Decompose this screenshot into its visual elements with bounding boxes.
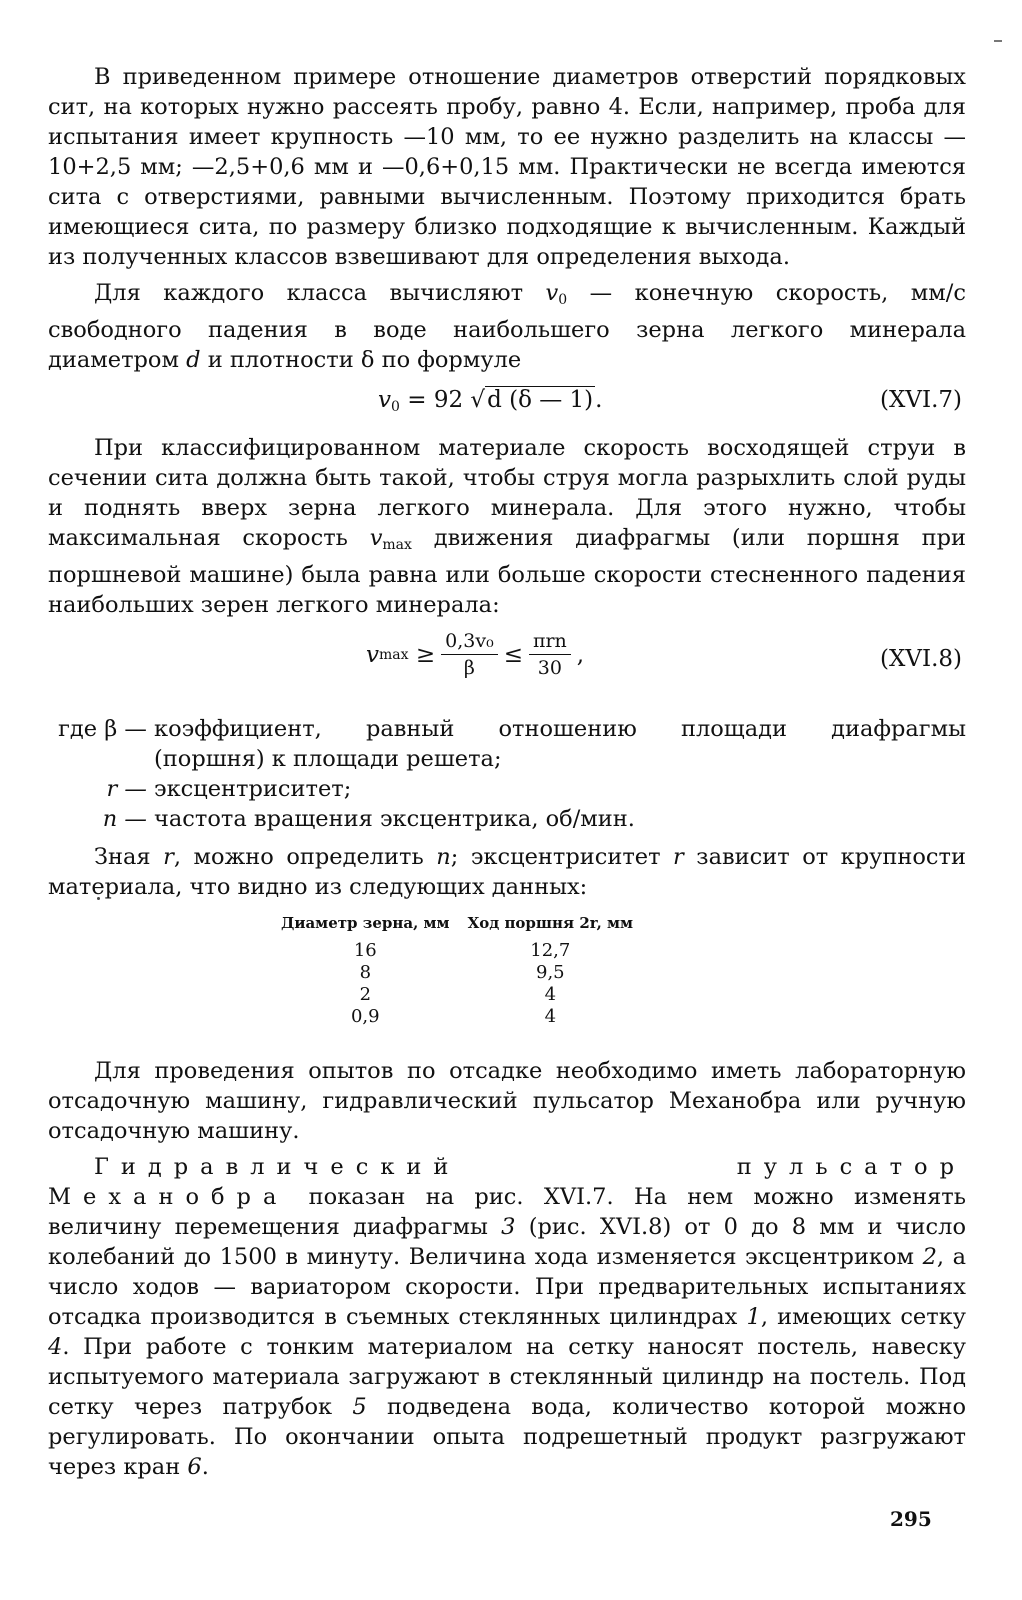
formula-xvi-8 bbox=[48, 626, 966, 706]
text: (рис. XVI.8) от 0 до 8 мм и число колебаний до 1500 в минуту. Величина хода изменяется эксцентриком bbox=[48, 1214, 966, 1270]
fraction-2 bbox=[529, 630, 571, 679]
subscript: max bbox=[382, 537, 412, 553]
text: . При работе с тонким материалом на сетку наносят постель, навеску испытуемого материала загружают в стеклянный цилиндр на постель. Под сетку через патрубок bbox=[48, 1334, 966, 1420]
formula-expression bbox=[378, 387, 602, 415]
table-row bbox=[281, 1006, 651, 1028]
symbol-v: v bbox=[369, 525, 383, 551]
table-row bbox=[281, 984, 651, 1006]
fraction-denominator: 30 bbox=[537, 657, 562, 679]
symbol-n: n bbox=[436, 844, 451, 870]
table-header-row bbox=[281, 912, 651, 940]
text: Зная bbox=[94, 844, 164, 870]
ref-3: 3 bbox=[501, 1214, 516, 1240]
text: зависит от крупности материала, что видно из следующих данных: bbox=[48, 844, 966, 900]
table-row bbox=[281, 940, 651, 962]
text: , а число ходов — вариатором скорости. При предварительных испытаниях отсадка производится в съемных стеклянных цилиндрах bbox=[48, 1244, 966, 1330]
definition-text: частота вращения эксцентрика, об/мин. bbox=[154, 806, 635, 832]
symbol-r: r bbox=[163, 844, 174, 870]
sqrt-sign: √ bbox=[470, 387, 486, 413]
table-cell: 16 bbox=[353, 940, 377, 961]
table-header: Диаметр зерна, мм bbox=[281, 914, 450, 932]
fraction-numerator: 0,3v₀ bbox=[441, 630, 498, 655]
definition-text: коэффициент, равный отношению площади диафрагмы bbox=[154, 716, 966, 742]
formula-xvi-7 bbox=[48, 381, 966, 425]
table-cell: 0,9 bbox=[350, 1006, 380, 1027]
definition-beta bbox=[48, 714, 966, 744]
fraction-1 bbox=[441, 630, 498, 679]
symbol-v: v bbox=[545, 280, 559, 306]
data-table bbox=[281, 912, 651, 1028]
table-cell: 8 bbox=[359, 962, 372, 983]
definition-symbol: n — bbox=[102, 806, 154, 832]
paragraph-2 bbox=[48, 278, 966, 375]
fraction-denominator: β bbox=[463, 657, 475, 679]
definition-continuation: (поршня) к площади решета; bbox=[154, 746, 502, 772]
formula-lhs-sub: max bbox=[379, 646, 409, 663]
text: подведена вода, количество которой можно регулировать. По окончании опыта подрешетный продукт разгружают через кран bbox=[48, 1394, 966, 1480]
text: движения диафрагмы (или поршня при поршневой машине) была равна или больше скорости стесненного падения наибольших зерен легкого минерала: bbox=[48, 525, 967, 618]
table-header: Ход поршня 2r, мм bbox=[467, 914, 634, 932]
fraction-numerator: πrn bbox=[529, 630, 571, 655]
formula-eq: = 92 bbox=[407, 387, 464, 413]
ref-2: 2 bbox=[922, 1244, 937, 1270]
paragraph-5: Для проведения опытов по отсадке необходимо иметь лабораторную отсадочную машину, гидравлический пульсатор Механобра или ручную отсадочную машину. bbox=[48, 1058, 966, 1144]
text: Для каждого класса вычисляют bbox=[94, 280, 546, 306]
formula-lhs: v bbox=[378, 387, 391, 413]
geq-sign: ≥ bbox=[415, 641, 436, 668]
ref-6: 6 bbox=[187, 1454, 202, 1480]
paragraph-3 bbox=[48, 433, 966, 620]
spaced-heading: Гидравлический пульсатор Механобра bbox=[48, 1154, 966, 1210]
table-cell: 12,7 bbox=[530, 940, 571, 961]
definition-text: эксцентриситет; bbox=[154, 776, 352, 802]
text: , имеющих сетку bbox=[760, 1304, 966, 1330]
paragraph-6 bbox=[48, 1152, 966, 1482]
text: ; эксцентриситет bbox=[450, 844, 674, 870]
definition-n bbox=[48, 804, 966, 834]
symbol-r: r bbox=[673, 844, 684, 870]
subscript: 0 bbox=[558, 292, 568, 308]
formula-tail: . bbox=[595, 387, 603, 413]
text: и плотности δ по формуле bbox=[200, 347, 522, 373]
edge-mark bbox=[994, 40, 1002, 42]
text: , можно определить bbox=[173, 844, 437, 870]
page-body bbox=[48, 62, 966, 1488]
paragraph-4 bbox=[48, 842, 966, 902]
paragraph-1: В приведенном примере отношение диаметров отверстий порядковых сит, на которых нужно рассеять пробу, равно 4. Если, например, проба для испытания имеет крупность —10 мм, то ее нужно разделить на классы —10+2,5 мм; —2,5+0,6 мм и —0,6+0,15 мм. Практически не всегда имеются сита с отверстиями, равными вычисленным. Поэтому приходится брать имеющиеся сита, по размеру близко подходящие к вычисленным. Каждый из полученных классов взвешивают для определения выхода. bbox=[48, 64, 966, 270]
ref-5: 5 bbox=[352, 1394, 367, 1420]
formula-lhs-sub: 0 bbox=[391, 399, 400, 415]
formula-number: (XVI.8) bbox=[880, 646, 962, 672]
definition-r bbox=[48, 774, 966, 804]
text: . bbox=[201, 1454, 209, 1480]
symbol-d: d bbox=[186, 347, 201, 373]
ref-4: 4 bbox=[48, 1334, 63, 1360]
page-number: 295 bbox=[890, 1507, 932, 1531]
definitions-list bbox=[48, 714, 966, 834]
table-cell: 2 bbox=[359, 984, 372, 1005]
formula-radicand: d (δ — 1) bbox=[487, 387, 594, 413]
formula-expression bbox=[366, 630, 584, 679]
text: При классифицированном материале скорость восходящей струи в сечении сита должна быть такой, чтобы струя могла разрыхлить слой руды и поднять вверх зерна легкого минерала. Для этого нужно, чтобы максимальная скорость bbox=[48, 435, 966, 551]
formula-tail: , bbox=[576, 641, 585, 668]
formula-number: (XVI.7) bbox=[880, 387, 962, 413]
text: — конечную скорость, мм/с свободного падения в воде наибольшего зерна легкого минерала диаметром bbox=[48, 280, 966, 373]
leq-sign: ≤ bbox=[503, 641, 523, 668]
definition-symbol: r — bbox=[106, 776, 154, 802]
text: показан на рис. XVI.7. На нем можно изменять величину перемещения диафрагмы bbox=[48, 1184, 966, 1240]
table-cell: 9,5 bbox=[536, 962, 565, 983]
definition-symbol: где β — bbox=[58, 716, 154, 742]
ref-1: 1 bbox=[746, 1304, 761, 1330]
table-cell: 4 bbox=[544, 984, 557, 1005]
formula-lhs: v bbox=[366, 641, 379, 668]
table-row bbox=[281, 962, 651, 984]
table-cell: 4 bbox=[544, 1006, 557, 1027]
